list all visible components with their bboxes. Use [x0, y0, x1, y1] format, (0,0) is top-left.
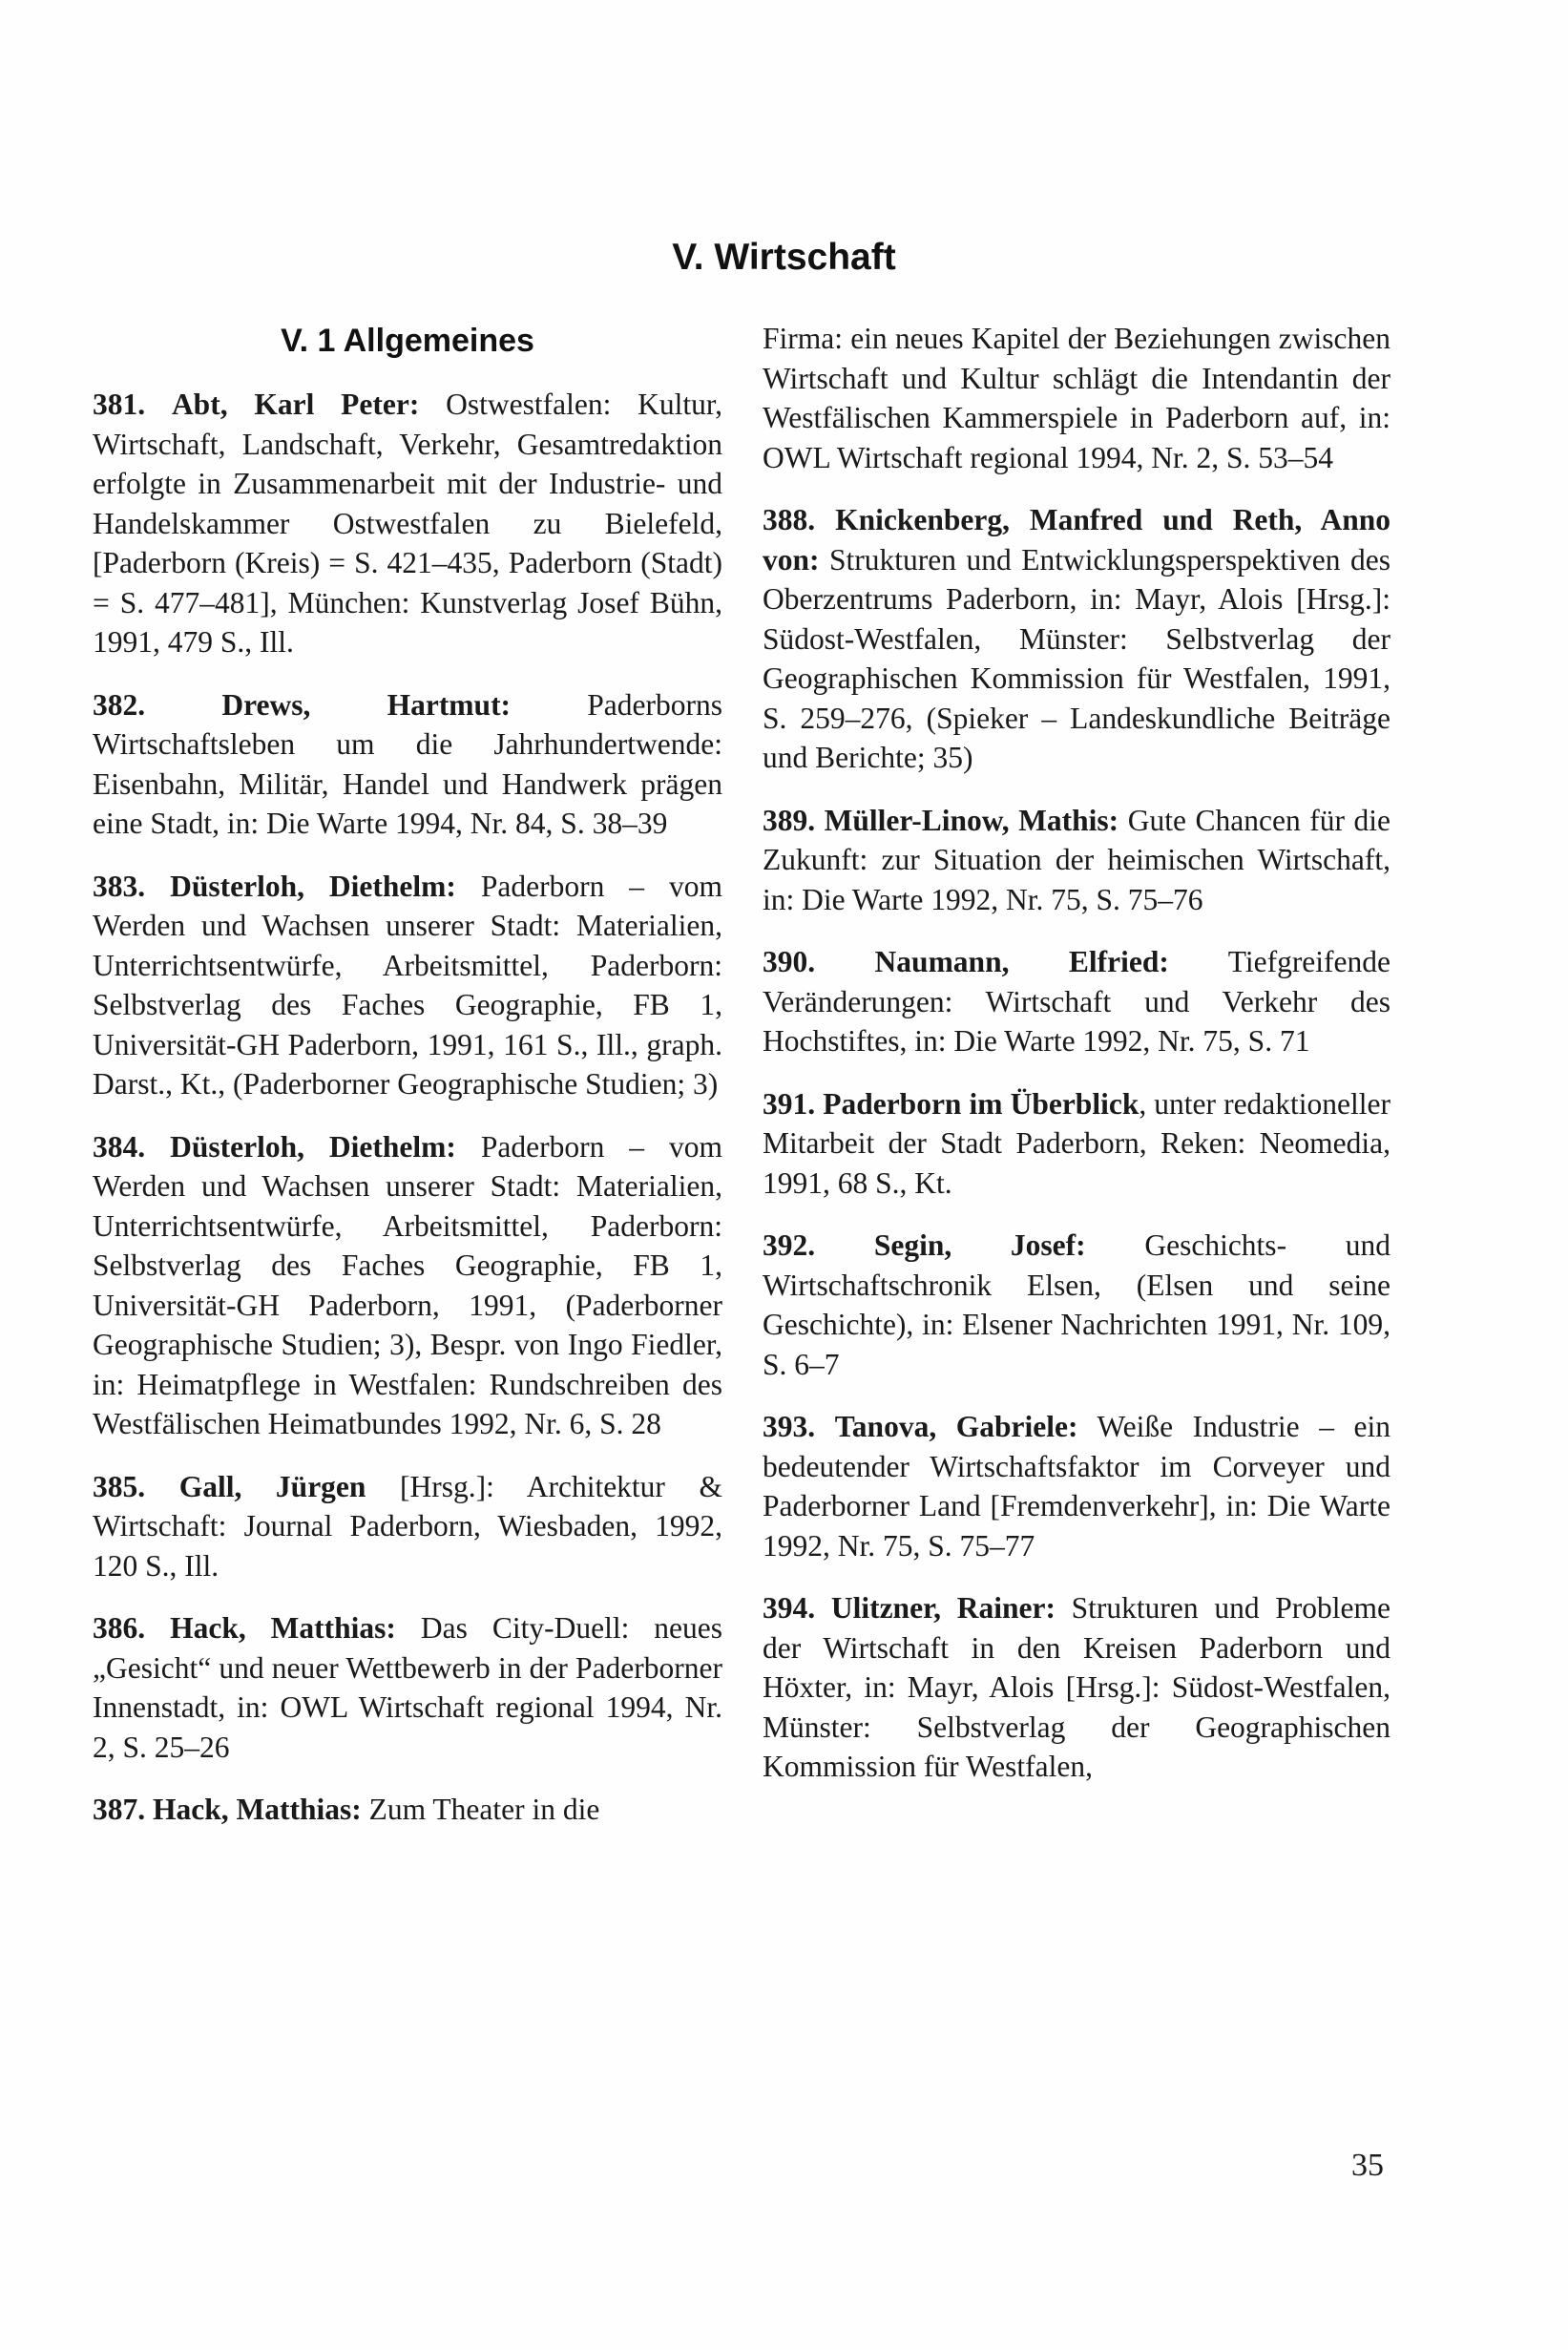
right-column [763, 319, 1390, 1810]
bibliography-entry [763, 1084, 1390, 1204]
entry-number: 391. [763, 1086, 816, 1121]
entry-number: 392. [763, 1228, 816, 1262]
entry-number: 382. [93, 687, 146, 722]
entry-text: Zum Theater in die [361, 1793, 600, 1826]
entry-number: 386. [93, 1611, 146, 1645]
entry-text: [Hrsg.]: Architektur & Wirtschaft: Journal Paderborn, Wiesbaden, 1992, 120 S., Ill. [93, 1469, 723, 1583]
entry-text: Gute Chancen für die Zukunft: zur Situation der heimischen Wirtschaft, in: Die Warte 1992, Nr. 75, S. 75–76 [763, 803, 1390, 916]
bibliography-entry [763, 1407, 1390, 1565]
bibliography-entry [93, 1608, 722, 1767]
entry-number: 389. [763, 803, 816, 837]
entry-text: Strukturen und Entwicklungsperspektiven des Oberzentrums Paderborn, in: Mayr, Alois [Hrsg.]: Südost-Westfalen, Münster: Selbstverlag der Geographischen Kommission für Westfalen, 1991, S. 259–276, (Spieker – Landeskundliche Beiträge und Berichte; 35) [763, 542, 1390, 774]
bibliography-entry [93, 1127, 722, 1444]
entry-number: 387. [93, 1793, 146, 1826]
bibliography-entry [763, 500, 1390, 778]
bibliography-entry [763, 1588, 1390, 1787]
entry-author: Drews, Hartmut: [221, 687, 512, 722]
entry-number: 394. [763, 1591, 816, 1625]
entry-number: 383. [93, 869, 146, 903]
entry-author: Abt, Karl Peter: [171, 388, 420, 421]
entry-author: Paderborn im Überblick [823, 1086, 1139, 1121]
section-title: V. 1 Allgemeines [281, 323, 534, 359]
entry-author: Ulitzner, Rainer: [830, 1591, 1056, 1625]
entry-text: Paderborn – vom Werden und Wachsen unserer Stadt: Materialien, Unterrichtsentwürfe, Arbeitsmittel, Paderborn: Selbstverlag des Faches Geographie, FB 1, Universität-GH Paderborn, 1991, 161 S., Ill., graph. Darst., Kt., (Paderborner Geographische Studien; 3) [93, 869, 722, 1101]
entry-author: Hack, Matthias: [153, 1793, 362, 1826]
bibliography-entry [93, 385, 722, 662]
left-column [93, 319, 722, 1853]
chapter-title: V. Wirtschaft [672, 237, 896, 279]
entry-text: Ostwestfalen: Kultur, Wirtschaft, Landschaft, Verkehr, Gesamtredaktion erfolgte in Zusammenarbeit mit der Industrie- und Handelskammer Ostwestfalen zu Bielefeld, [Paderborn (Kreis) = S. 421–435, Paderborn (Stadt) = S. 477–481], München: Kunstverlag Josef Bühn, 1991, 479 S., Ill. [93, 388, 723, 659]
entry-author: Düsterloh, Diethelm: [170, 869, 456, 903]
entry-number: 384. [93, 1129, 146, 1164]
entry-text: Paderborns Wirtschaftsleben um die Jahrhundertwende: Eisenbahn, Militär, Handel und Handwerk prägen eine Stadt, in: Die Warte 1994, Nr. 84, S. 38–39 [93, 687, 722, 840]
entry-text: Das City-Duell: neues „Gesicht“ und neuer Wettbewerb in der Paderborner Innenstadt, in: OWL Wirtschaft regional 1994, Nr. 2, S. 25–26 [93, 1611, 723, 1764]
bibliography-entry-continued [763, 319, 1390, 477]
entry-author: Gall, Jürgen [178, 1469, 366, 1503]
entry-text: Geschichts- und Wirtschaftschronik Elsen, (Elsen und seine Geschichte), in: Elsener Nachrichten 1991, Nr. 109, S. 6–7 [763, 1228, 1391, 1381]
entry-number: 390. [763, 945, 816, 978]
entry-text: Tiefgreifende Veränderungen: Wirtschaft und Verkehr des Hochstiftes, in: Die Warte 1992, Nr. 75, S. 71 [763, 945, 1390, 1058]
entry-author: Tanova, Gabriele: [834, 1410, 1078, 1443]
entry-author: Hack, Matthias: [170, 1611, 396, 1645]
bibliography-entry [93, 867, 722, 1104]
page-number: 35 [1351, 2148, 1384, 2183]
entry-number: 388. [763, 503, 816, 536]
bibliography-entry [763, 801, 1390, 920]
entry-text: , unter redaktioneller Mitarbeit der Stadt Paderborn, Reken: Neomedia, 1991, 68 S., Kt. [763, 1086, 1390, 1200]
bibliography-entry [93, 1467, 722, 1586]
entry-text: Strukturen und Probleme der Wirtschaft in den Kreisen Paderborn und Höxter, in: Mayr, Alois [Hrsg.]: Südost-Westfalen, Münster: Selbstverlag der Geographischen Kommission für Westfalen, [763, 1591, 1390, 1783]
bibliography-entry [93, 685, 722, 844]
bibliography-entry [763, 942, 1390, 1061]
entry-author: Knickenberg, Manfred und Reth, Anno von: [763, 503, 1391, 577]
entry-author: Segin, Josef: [873, 1228, 1086, 1262]
entry-number: 385. [93, 1469, 146, 1503]
bibliography-entry [763, 1226, 1390, 1384]
entry-author: Müller-Linow, Mathis: [824, 803, 1119, 837]
entry-text: Weiße Industrie – ein bedeutender Wirtschaftsfaktor im Corveyer und Paderborner Land [Fremdenverkehr], in: Die Warte 1992, Nr. 75, S. 75–77 [763, 1410, 1390, 1563]
bibliography-entry [93, 1790, 722, 1830]
entry-number: 381. [93, 388, 146, 421]
entry-author: Düsterloh, Diethelm: [170, 1129, 456, 1164]
entry-text: Firma: ein neues Kapitel der Beziehungen zwischen Wirtschaft und Kultur schlägt die Intendantin der Westfälischen Kammerspiele in Paderborn auf, in: OWL Wirtschaft regional 1994, Nr. 2, S. 53–54 [763, 322, 1390, 474]
entry-author: Naumann, Elfried: [874, 945, 1169, 978]
entry-number: 393. [763, 1410, 816, 1443]
entry-text: Paderborn – vom Werden und Wachsen unserer Stadt: Materialien, Unterrichtsentwürfe, Arbeitsmittel, Paderborn: Selbstverlag des Faches Geographie, FB 1, Universität-GH Paderborn, 1991, (Paderborner Geographische Studien; 3), Bespr. von Ingo Fiedler, in: Heimatpflege in Westfalen: Rundschreiben des Westfälischen Heimatbundes 1992, Nr. 6, S. 28 [93, 1129, 722, 1440]
